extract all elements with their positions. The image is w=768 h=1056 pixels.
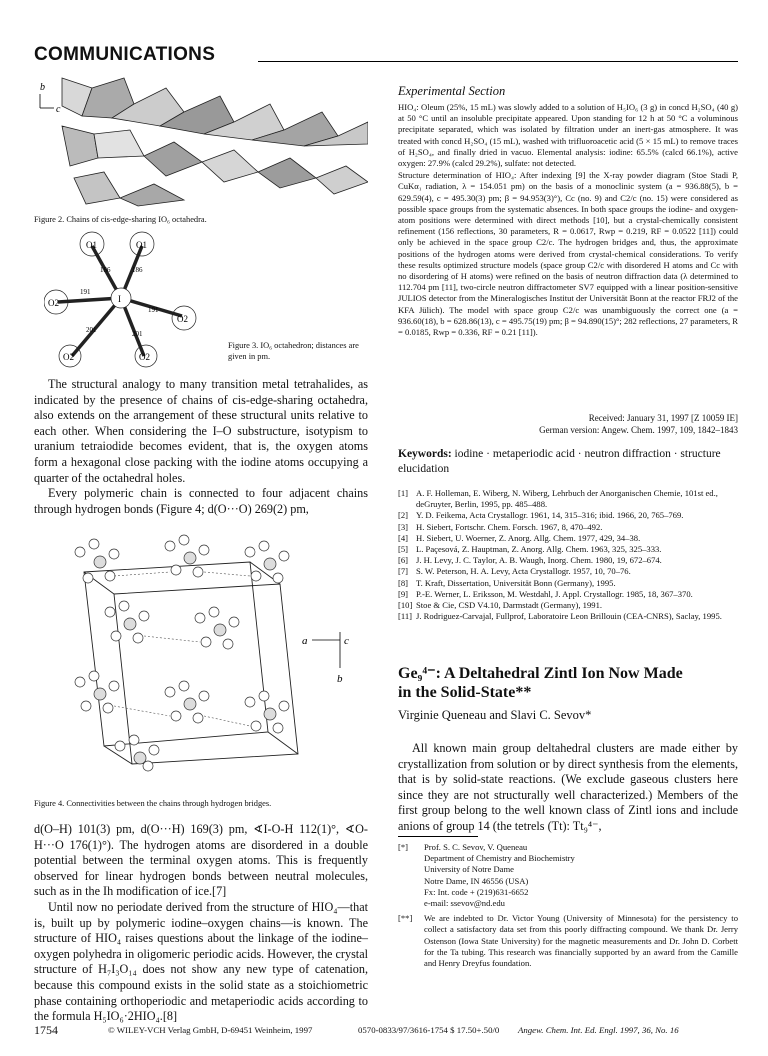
footnotes [398, 842, 738, 973]
keywords-text: iodine · metaperiodic acid · neutron diffraction · structure elucidation [398, 448, 721, 475]
reference-item: [1] A. F. Holleman, E. Wiberg, N. Wiberg, Lehrbuch der Anorganischen Chemie, 101st ed., deGruyter, Berlin, 1995, pp. 485–488. [398, 488, 718, 510]
figure-2-caption: Figure 2. Chains of cis-edge-sharing IO₆ octahedra. [34, 215, 207, 224]
german-version: German version: Angew. Chem. 1997, 109, 1842–1843 [539, 425, 738, 435]
keywords-label: Keywords: [398, 448, 452, 460]
left-column-text-top [34, 377, 368, 517]
fig3-label-o2d: O2 [139, 352, 150, 362]
article-body [398, 741, 738, 835]
page-number: 1754 [34, 1023, 58, 1037]
page-header [34, 44, 738, 68]
received-info [398, 412, 738, 436]
figure-3-image [44, 228, 214, 368]
received-date: Received: January 31, 1997 [Z 10059 IE] [588, 413, 738, 423]
fig3-dist-5: 201 [86, 326, 97, 334]
paragraph-structural-analogy: The structural analogy to many transition metal tetrahalides, as indicated by the presence of chains of cis-edge-sharing octahedra, also extends on the arrangement of these structural units relative to each other. When considering the I–O substructure, isotypism to uranium tetraiodide becomes evident, that is, the oxygen atoms form a hexagonal close packing with the iodine atoms occupying a quarter of the octahedral holes. [34, 377, 368, 485]
reference-item: [2] Y. D. Feikema, Acta Crystallogr. 1961, 14, 315–316; ibid. 1966, 20, 765–769. [398, 510, 684, 521]
figure-4-caption: Figure 4. Connectivities between the chains through hydrogen bridges. [34, 799, 272, 808]
fig3-label-o1b: O1 [136, 240, 147, 250]
publisher-line: © WILEY-VCH Verlag GmbH, D-69451 Weinheim, 1997 [108, 1025, 313, 1035]
article-paragraph-intro: All known main group deltahedral clusters are made either by crystallization from solution or by direct synthesis from the elements, that is by solid-state reactions. (We exclude gaseous clusters here since they are not structurally well characterized.) Members of the first group belong to the well known class of Zintl ions and include anions of group 14 (the tetrels (Tt): Tt₉⁴⁻, [398, 741, 738, 833]
footnote-affiliation: [*] Prof. S. C. Sevov, V. Queneau Department of Chemistry and Biochemistry University of Notre Dame Notre Dame, IN 46556 (USA) Fx: Int. code + (219)631-6652 e-mail: ssevov@nd.edu [398, 842, 575, 909]
keywords [398, 447, 738, 476]
reference-item: [8] T. Kraft, Dissertation, Universität Bonn (Germany), 1995. [398, 577, 616, 588]
experimental-section-body [398, 102, 738, 339]
experimental-section-title: Experimental Section [398, 84, 506, 98]
fig3-dist-3: 191 [80, 288, 91, 296]
experimental-structure-determination: Structure determination of HIO₄: After indexing [9] the X-ray powder diagram (Stoe Stadi P, CuKα₁ radiation, λ = 154.051 pm) on the basis of a monoclinic system (a = 936.88(5), b = 629.59(4), c = 495.30(3) pm; β = 94.953(3)°), Cc (no. 9) and C2/c (no. 15) were considered as possible space groups from the systematic absences. In both space groups the iodine- and oxygen-atom positions were determined with direct methods [10], but a crystal-chemically consistent refinement (156 reflections, 30 parameters, R = 0.0617, Rwp = 0.219, RF = 0.0522 [11]) could only be achieved in the space group C2/c. The hydrogen bridges and, thus, the approximate positions of the hydrogen atoms were derived from crystal-chemical considerations. To verify these results optimized structure models (space group C2/c with disordered H atoms and Cc with no disordering of H atoms) were refined on the basis of neutron diffraction data (λ determined to 112.704 pm [11], two-circle neutron diffractometer SV7 equipped with a linear position-sensitive JULIOS detector from the Mineralogisches Institut der Universität Bonn at the reactor FRJ2 of the KFA Jülich). The model with space group C2/c was unambiguously the correct one (a = 936.60(18), b = 628.86(13), c = 495.75(19) pm; β = 94.890(15)°; 282 reflections, 27 parameters, R = 0.0185, Rwp = 0.336, RF = 0.21 [11]). [398, 170, 739, 338]
article-title-line-1: Ge₉⁴⁻: A Deltahedral Zintl Ion Now Made [398, 665, 683, 682]
fig3-label-o2a: O2 [48, 298, 59, 308]
header-rule [258, 61, 738, 62]
fig3-dist-4: 191 [148, 306, 159, 314]
fig3-dist-6: 201 [132, 330, 143, 338]
reference-item: [9] P.-E. Werner, L. Eriksson, M. Westdahl, J. Appl. Crystallogr. 1985, 18, 367–370. [398, 588, 693, 599]
figure-2-image [34, 74, 368, 208]
fig4-axis-a: a [302, 635, 308, 647]
footnote-rule [398, 836, 478, 837]
paragraph-periodate: Until now no periodate derived from the structure of HIO₄—that is, built up by polymeric iodine–oxygen chains—is known. The structure of HIO₄ raises questions about the linkage of the iodine–oxygen polyhedra in oligomeric periodic acids. However, the crystal structure of H₇I₃O₁₄ does not show any new type of catenation, because this compound exists in the solid state as a stoichiometric phase containing orthoperiodic and metaperiodic acids according to the formula H₅IO₆·2HIO₄.[8] [34, 899, 368, 1024]
references-list [398, 488, 738, 622]
fig4-axis-b: b [337, 673, 343, 685]
experimental-synthesis: HIO₄: Oleum (25%, 15 mL) was slowly added to a solution of H₅IO₆ (3 g) in concd H₂SO₄ (40 g) at 50 °C until an insoluble precipitate appeared. Upon standing for 12 h at 50 °C a voluminous precipitate separated, which was isolated by filtration under an inert-gas atmosphere. It was treated with concd H₂SO₄ (15 mL), washed with trifluoroacetic acid (5 × 15 mL) to remove traces of H₂SO₄, and finally dried in vacuo. Elemental analysis: iodine: 65.5% (calcd 66.1%), active oxygen: 27.9% (calcd 29.2%), sulfate: not detected. [398, 102, 738, 169]
fig3-dist-1: 186 [100, 266, 111, 274]
journal-citation: Angew. Chem. Int. Ed. Engl. 1997, 36, No. 16 [518, 1025, 679, 1035]
reference-item: [3] H. Siebert, Fortschr. Chem. Forsch. 1967, 8, 470–492. [398, 521, 603, 532]
reference-item: [10] Stoe & Cie, CSD V4.10, Darmstadt (Germany), 1991. [398, 600, 603, 611]
article-authors: Virginie Queneau and Slavi C. Sevov* [398, 708, 592, 722]
fig4-axis-c: c [344, 635, 349, 647]
paragraph-hydrogen-bonds-cont: d(O–H) 101(3) pm, d(O···H) 169(3) pm, ∢I-O-H 112(1)°, ∢O-H···O 176(1)°). The hydrogen atoms are disordered in a double potential between the terminal oxygen atoms. This is frequently observed for linear hydrogen bonds between neutral molecules, such as in the Ih modification of ice.[7] [34, 822, 368, 899]
figure-2 [34, 74, 368, 208]
fig3-label-i: I [118, 294, 121, 304]
figure-4-image [50, 532, 360, 786]
paragraph-hydrogen-bonds-start: Every polymeric chain is connected to four adjacent chains through hydrogen bonds (Figure 4; d(O···O) 269(2) pm, [34, 486, 368, 516]
fig3-label-o2b: O2 [177, 314, 188, 324]
fig3-dist-2: 186 [132, 266, 143, 274]
article-title [398, 664, 738, 702]
reference-item: [6] J. H. Levy, J. C. Taylor, A. B. Waugh, Inorg. Chem. 1980, 19, 672–674. [398, 555, 662, 566]
section-title: COMMUNICATIONS [34, 44, 216, 65]
article-title-line-2: in the Solid-State** [398, 684, 532, 701]
article-code: 0570-0833/97/3616-1754 $ 17.50+.50/0 [358, 1025, 500, 1035]
figure-4 [50, 532, 360, 786]
reference-item: [5] L. Paçesová, Z. Hauptman, Z. Anorg. Allg. Chem. 1963, 325, 325–333. [398, 544, 662, 555]
fig3-label-o1a: O1 [86, 240, 97, 250]
fig2-axis-b: b [40, 82, 45, 93]
footnote-acknowledgments: [**] We are indebted to Dr. Victor Young (University of Minnesota) for the persistency to collect a satisfactory data set from this poorly diffracting compound. We thank Dr. Jerry Ostenson (Iowa State University) for the magnetic measurements and Dr. John D. Corbett for the Ta tubing. This research was financially supported by an award from the Camille and Henry Dreyfus foundation. [398, 913, 738, 969]
reference-item: [11] J. Rodriguez-Carvajal, Fullprof, Laboratoire Leon Brillouin (CEA-CNRS), Saclay, 1995. [398, 611, 722, 622]
fig3-label-o2c: O2 [63, 352, 74, 362]
left-column-text-bottom [34, 822, 368, 1025]
fig2-axis-c: c [56, 104, 61, 115]
figure-3 [44, 228, 214, 368]
reference-item: [4] H. Siebert, U. Woerner, Z. Anorg. Allg. Chem. 1977, 429, 34–38. [398, 532, 641, 543]
reference-item: [7] S. W. Peterson, H. A. Levy, Acta Crystallogr. 1957, 10, 70–76. [398, 566, 631, 577]
figure-3-caption: Figure 3. IO₆ octahedron; distances are given in pm. [228, 341, 359, 361]
